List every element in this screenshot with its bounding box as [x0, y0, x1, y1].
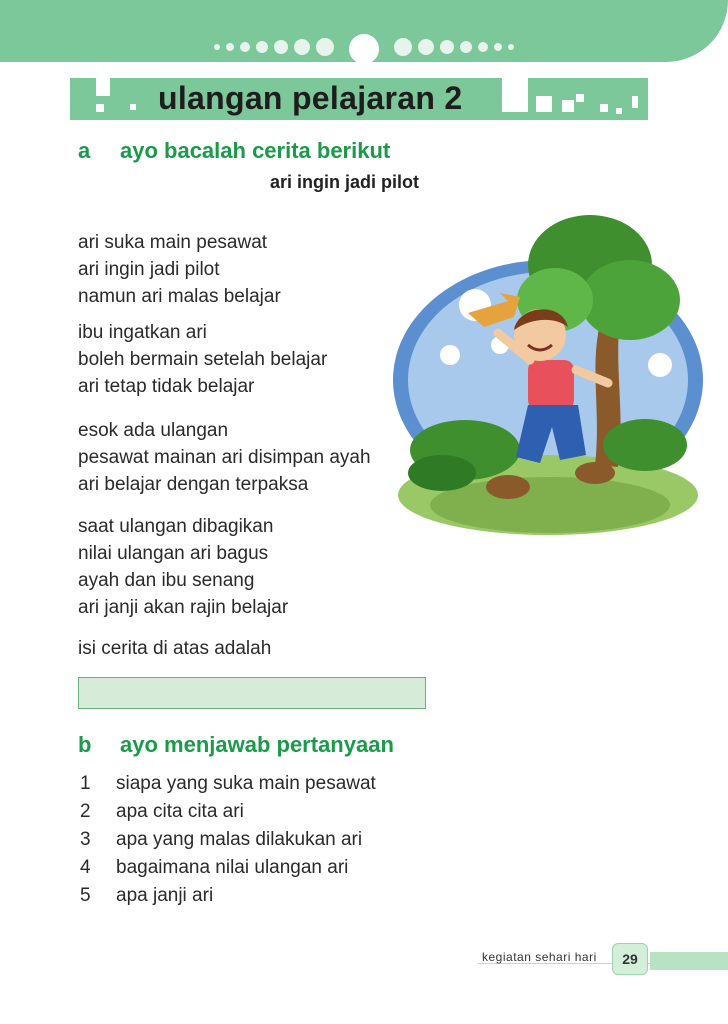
story-prompt: isi cerita di atas adalah	[78, 638, 272, 659]
section-a-heading	[78, 138, 390, 164]
question-item	[80, 882, 376, 910]
story-line: ari belajar dengan terpaksa	[78, 474, 309, 495]
question-text: apa yang malas dilakukan ari	[116, 829, 363, 850]
story-line: pesawat mainan ari disimpan ayah	[78, 447, 371, 468]
question-text: apa janji ari	[116, 885, 214, 906]
section-a-heading-text: ayo bacalah cerita berikut	[120, 138, 391, 163]
question-number: 5	[80, 885, 91, 906]
section-b-heading-text: ayo menjawab pertanyaan	[120, 732, 394, 757]
stanza-4	[78, 513, 288, 621]
question-number: 3	[80, 829, 91, 850]
section-b-letter: b	[78, 732, 92, 757]
story-line: ari janji akan rajin belajar	[78, 597, 289, 618]
footer-book-title: kegiatan sehari hari	[482, 950, 597, 964]
section-b-heading	[78, 732, 394, 758]
question-text: siapa yang suka main pesawat	[116, 773, 376, 794]
page-number: 29	[612, 943, 648, 975]
question-text: apa cita cita ari	[116, 801, 244, 822]
story-line: nilai ulangan ari bagus	[78, 543, 269, 564]
stanza-2	[78, 319, 327, 400]
story-line: ari suka main pesawat	[78, 232, 268, 253]
question-item	[80, 826, 376, 854]
story-line: saat ulangan dibagikan	[78, 516, 274, 537]
question-number: 2	[80, 801, 91, 822]
page-title: ulangan pelajaran 2	[158, 80, 463, 116]
story-line: namun ari malas belajar	[78, 286, 281, 307]
stanza-1	[78, 229, 281, 310]
question-item	[80, 854, 376, 882]
stanza-3	[78, 417, 371, 498]
question-number: 1	[80, 773, 91, 794]
section-a-letter: a	[78, 138, 91, 163]
story-title: ari ingin jadi pilot	[270, 172, 420, 192]
question-item	[80, 770, 376, 798]
story-line: ari tetap tidak belajar	[78, 376, 255, 397]
question-list	[80, 770, 376, 910]
question-item	[80, 798, 376, 826]
story-line: boleh bermain setelah belajar	[78, 349, 328, 370]
header-dots-decoration	[0, 40, 728, 60]
question-text: bagaimana nilai ulangan ari	[116, 857, 349, 878]
stanza-5	[78, 635, 271, 662]
story-line: esok ada ulangan	[78, 420, 229, 441]
boy-with-airplane-illustration	[380, 205, 710, 535]
question-number: 4	[80, 857, 91, 878]
story-line: ibu ingatkan ari	[78, 322, 207, 343]
story-line: ayah dan ibu senang	[78, 570, 255, 591]
answer-box[interactable]	[78, 677, 426, 709]
story-line: ari ingin jadi pilot	[78, 259, 220, 280]
footer-band	[650, 952, 728, 970]
